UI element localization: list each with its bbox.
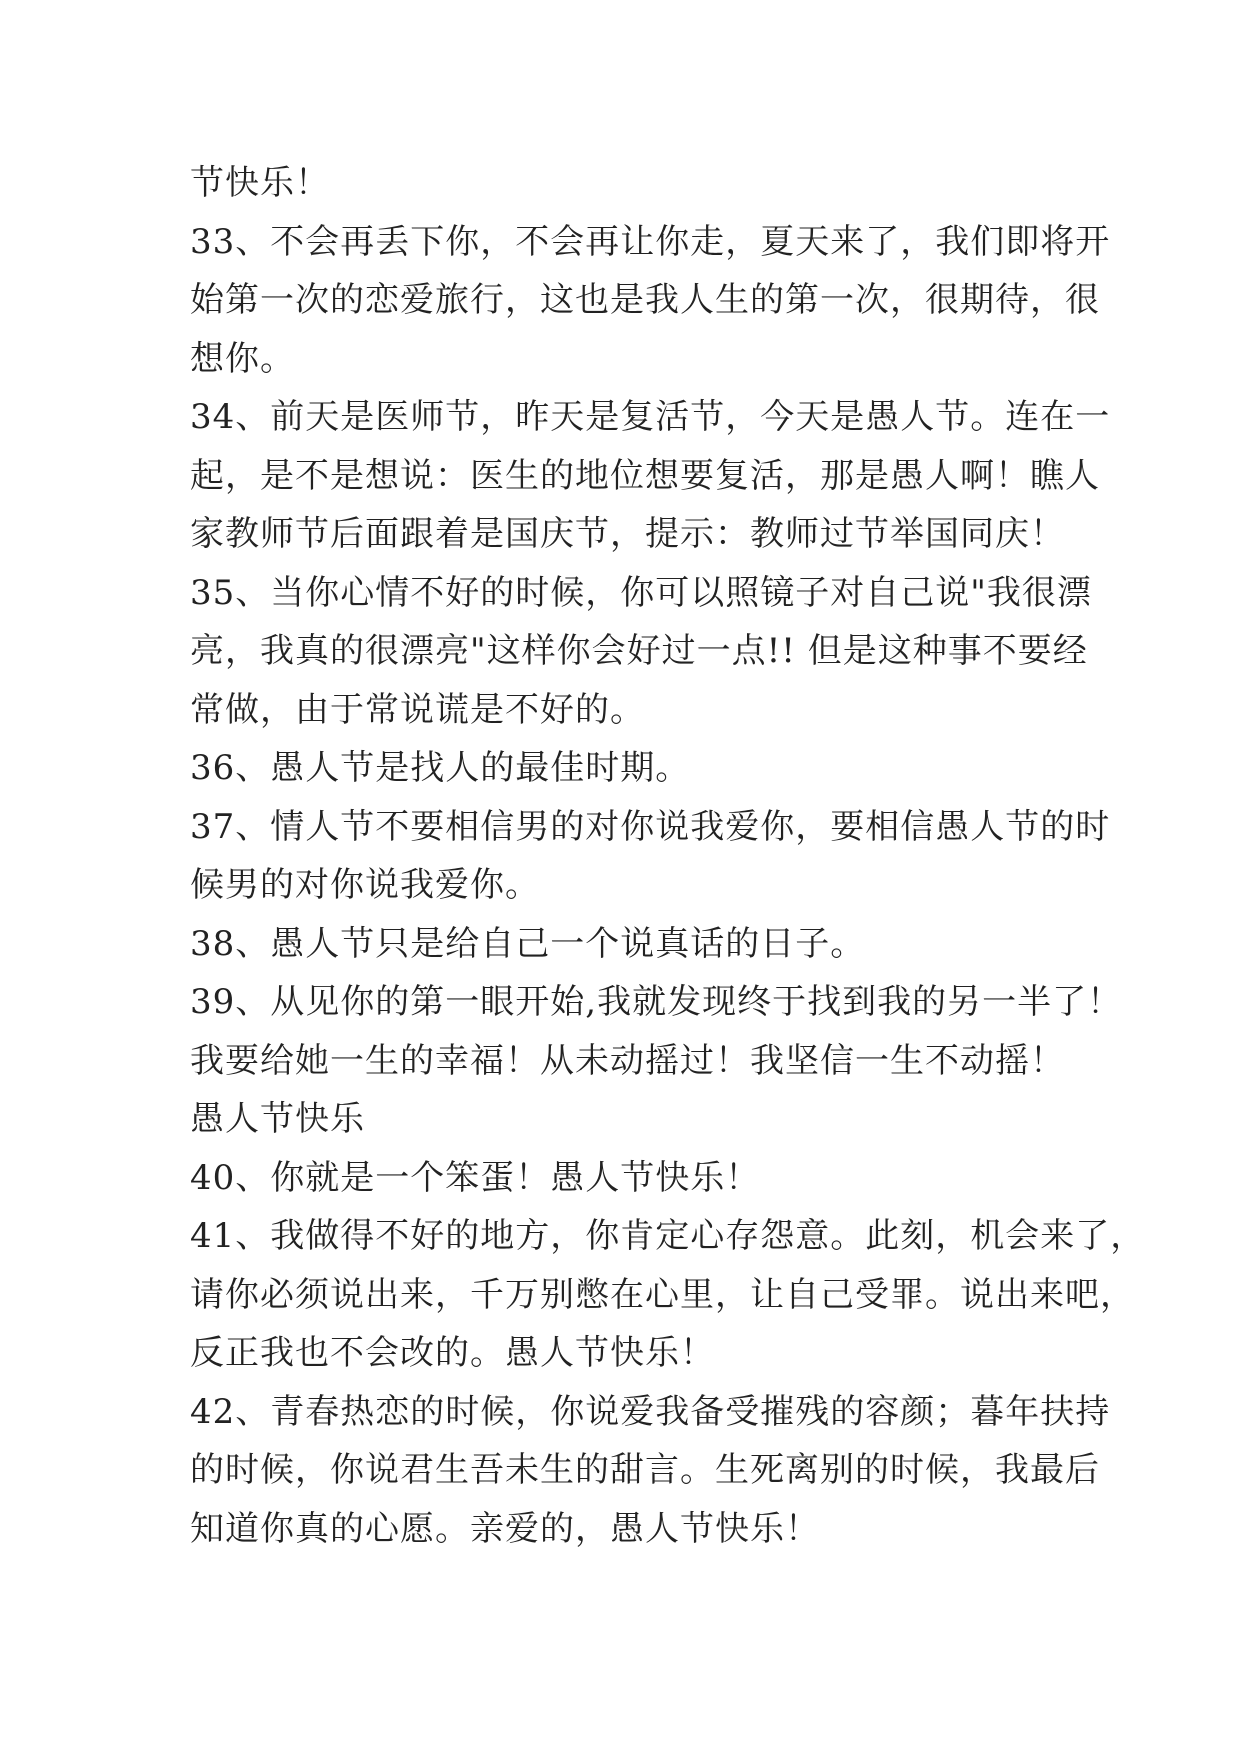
text-line: 起，是不是想说：医生的地位想要复活，那是愚人啊！瞧人	[190, 455, 1100, 496]
text-line: 的时候，你说君生吾未生的甜言。生死离别的时候，我最后	[190, 1450, 1100, 1490]
document-body	[190, 154, 1146, 1558]
text-line: 家教师节后面跟着是国庆节，提示：教师过节举国同庆！	[190, 514, 1065, 554]
text-line: 42、青春热恋的时候，你说爱我备受摧残的容颜；暮年扶持	[190, 1391, 1111, 1432]
text-line: 想你。	[190, 338, 295, 379]
text-line: 愚人节快乐	[190, 1099, 365, 1139]
text-line: 41、我做得不好的地方，你肯定心存怨意。此刻，机会来了，	[190, 1216, 1146, 1256]
text-line: 我要给她一生的幸福！从未动摇过！我坚信一生不动摇！	[190, 1040, 1065, 1081]
text-line: 39、从见你的第一眼开始,我就发现终于找到我的另一半了！	[190, 982, 1123, 1022]
text-line: 反正我也不会改的。愚人节快乐！	[190, 1333, 715, 1373]
text-line: 节快乐！	[190, 163, 330, 203]
text-line: 候男的对你说我爱你。	[190, 865, 540, 905]
text-line: 38、愚人节只是给自己一个说真话的日子。	[190, 923, 866, 964]
text-line: 33、不会再丢下你，不会再让你走，夏天来了，我们即将开	[190, 221, 1111, 262]
text-line: 40、你就是一个笨蛋！愚人节快乐！	[190, 1157, 761, 1198]
text-line: 37、情人节不要相信男的对你说我爱你，要相信愚人节的时	[190, 806, 1111, 847]
text-line: 35、当你心情不好的时候，你可以照镜子对自己说"我很漂	[190, 572, 1092, 613]
text-line: 34、前天是医师节，昨天是复活节，今天是愚人节。连在一	[190, 397, 1111, 437]
text-line: 亮，我真的很漂亮"这样你会好过一点!! 但是这种事不要经	[190, 631, 1088, 671]
text-line: 常做，由于常说谎是不好的。	[190, 689, 645, 730]
text-line: 知道你真的心愿。亲爱的，愚人节快乐！	[190, 1508, 820, 1549]
text-line: 36、愚人节是找人的最佳时期。	[190, 748, 691, 788]
text-line: 始第一次的恋爱旅行，这也是我人生的第一次，很期待，很	[190, 280, 1100, 320]
text-line: 请你必须说出来，千万别憋在心里，让自己受罪。说出来吧，	[190, 1274, 1135, 1315]
